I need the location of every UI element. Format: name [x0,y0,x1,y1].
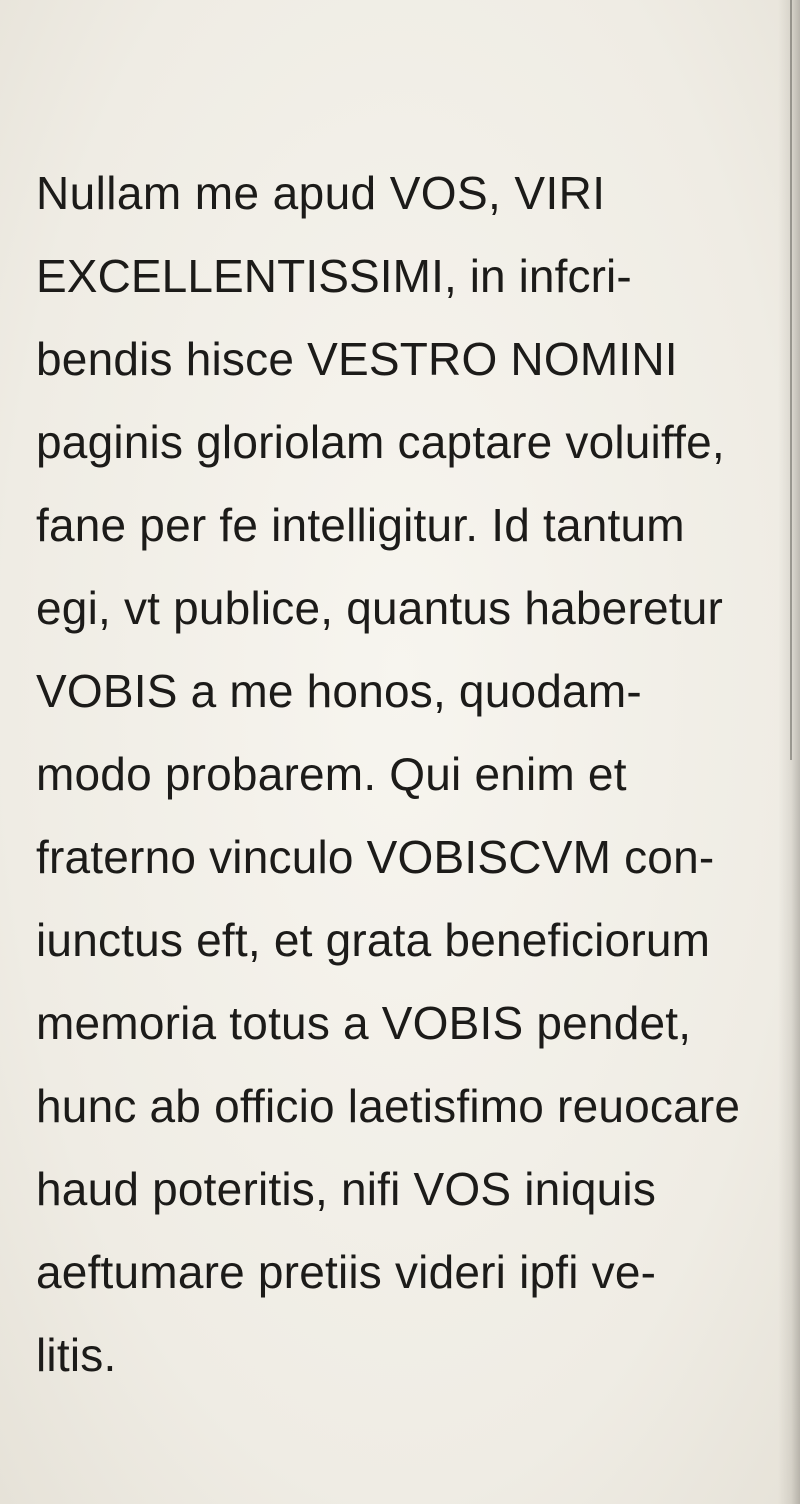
text-line: modo probarem. Qui enim et [36,748,627,800]
text-line: memoria totus a VOBIS pendet, [36,997,692,1049]
dedication-text [36,152,776,1397]
text-line: bendis hisce VESTRO NOMINI [36,333,678,385]
text-line: haud poteritis, nifi VOS iniquis [36,1163,657,1215]
page-edge-rule [790,0,792,760]
text-line: EXCELLENTISSIMI, in infcri- [36,250,632,302]
text-line: VOBIS a me honos, quodam- [36,665,642,717]
text-line: fane per fe intelligitur. Id tantum [36,499,685,551]
text-line: iunctus eft, et grata beneficiorum [36,914,711,966]
text-line: fraterno vinculo VOBISCVM con- [36,831,715,883]
text-line: aeftumare pretiis videri ipfi ve- [36,1246,657,1298]
text-line: egi, vt publice, quantus haberetur [36,582,724,634]
text-line: litis. [36,1329,117,1381]
text-line: Nullam me apud VOS, VIRI [36,167,606,219]
page-edge-shadow [778,0,800,1504]
text-line: hunc ab officio laetisfimo reuocare [36,1080,741,1132]
text-line: paginis gloriolam captare voluiffe, [36,416,725,468]
